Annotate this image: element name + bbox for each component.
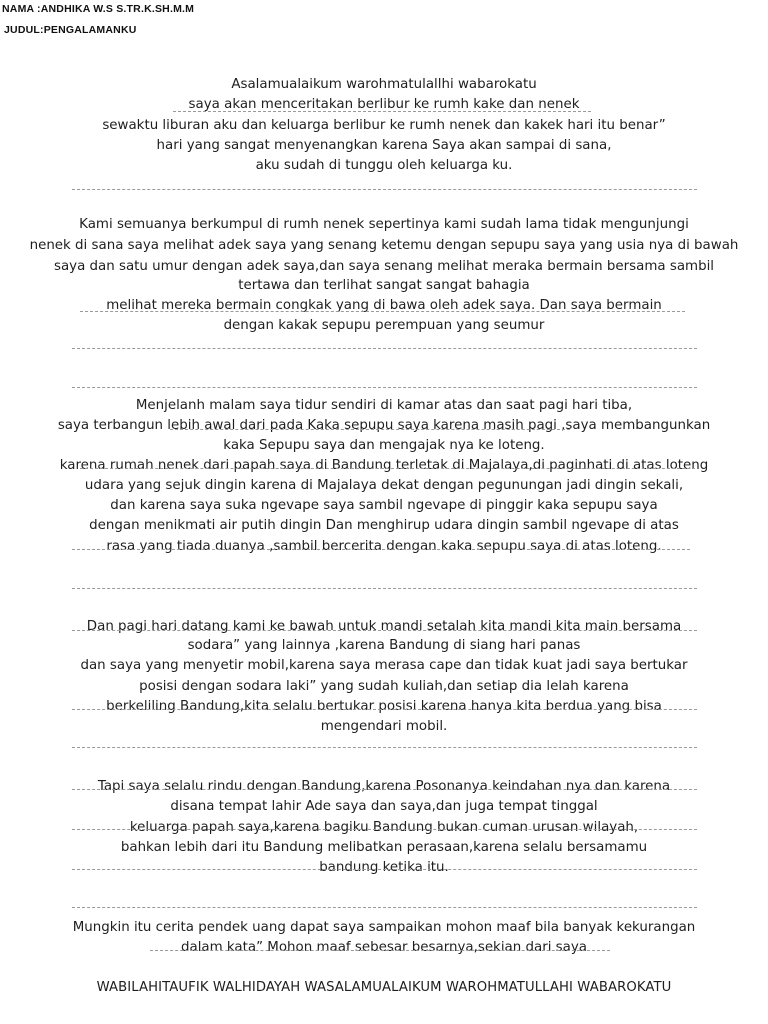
- p5-line-1: Tapi saya selalu rindu dengan Bandung,karena Posonanya keindahan nya dan karena: [97, 779, 671, 794]
- p5-line-2: disana tempat lahir Ade saya dan saya,dan juga tempat tinggal: [170, 799, 598, 814]
- ruled-line: [150, 950, 610, 951]
- ruled-line: [80, 468, 695, 469]
- p2-line-6: dengan kakak sepupu perempuan yang seumur: [223, 318, 545, 333]
- p4-line-4: posisi dengan sodara laki” yang sudah kuliah,dan setiap dia lelah karena: [139, 679, 629, 694]
- ruled-line: [72, 789, 697, 790]
- p2-line-2: nenek di sana saya melihat adek saya yang senang ketemu dengan sepupu saya yang usia nya di bawah: [29, 238, 739, 253]
- p4-line-6: mengendari mobil.: [320, 719, 448, 734]
- p4-line-2: sodara” yang lainnya ,karena Bandung di siang hari panas: [187, 638, 581, 653]
- p4-line-3: dan saya yang menyetir mobil,karena saya merasa cape dan tidak kuat jadi saya bertukar: [80, 658, 688, 673]
- ruled-line: [72, 189, 697, 190]
- closing-salutation: WABILAHITAUFIK WALHIDAYAH WASALAMUALAIKUM WAROHMATULLAHI WABAROKATU: [96, 980, 672, 995]
- p2-line-4: tertawa dan terlihat sangat sangat bahagia: [238, 278, 530, 293]
- ruled-line: [72, 549, 690, 550]
- p3-line-8: rasa yang tiada duanya ,sambil bercerita dengan kaka sepupu saya di atas loteng.: [106, 539, 662, 554]
- p4-line-1: Dan pagi hari datang kami ke bawah untuk mandi setalah kita mandi kita main bersama: [86, 619, 682, 634]
- ruled-line: [72, 747, 697, 748]
- ruled-line: [72, 907, 697, 908]
- p3-line-4: karena rumah nenek dari papah saya di Bandung terletak di Majalaya,di paginhati di atas loteng: [59, 458, 709, 473]
- ruled-line: [72, 709, 697, 710]
- p3-line-1: Menjelanh malam saya tidur sendiri di kamar atas dan saat pagi hari tiba,: [135, 398, 633, 413]
- p5-line-4: bahkan lebih dari itu Bandung melibatkan perasaan,karena selalu bersamamu: [120, 840, 648, 855]
- p3-line-6: dan karena saya suka ngevape saya sambil ngevape di pinggir kaka sepupu saya: [110, 498, 658, 513]
- p1-line-1: Asalamualaikum warohmatulallhi wabarokatu: [231, 77, 537, 92]
- ruled-line: [80, 311, 685, 312]
- document-title: JUDUL:PENGALAMANKU: [4, 24, 137, 36]
- p2-line-3: saya dan satu umur dengan adek saya,dan saya senang melihat meraka bermain bersama sambil: [53, 259, 715, 274]
- ruled-line: [72, 588, 697, 589]
- p6-line-1: Mungkin itu cerita pendek uang dapat saya sampaikan mohon maaf bila banyak kekurangan: [72, 920, 696, 935]
- author-name-line: NAMA :ANDHIKA W.S S.TR.K.SH.M.M: [2, 3, 195, 15]
- ruled-line: [170, 429, 570, 430]
- p3-line-5: udara yang sejuk dingin karena di Majalaya dekat dengan pegunungan jadi dingin sekali,: [84, 478, 684, 493]
- p5-line-3: keluarga papah saya,karena bagiku Bandung bukan cuman urusan wilayah,: [129, 820, 639, 835]
- p3-line-7: dengan menikmati air putih dingin Dan menghirup udara dingin sambil ngevape di atas: [89, 518, 679, 533]
- ruled-line: [72, 387, 697, 388]
- p5-line-5: bandung ketika itu.: [319, 860, 449, 875]
- p3-line-3: kaka Sepupu saya dan mengajak nya ke loteng.: [223, 438, 545, 453]
- p6-line-2: dalam kata” Mohon maaf sebesar besarnya,sekian dari saya: [180, 940, 587, 955]
- p1-line-5: aku sudah di tunggu oleh keluarga ku.: [255, 158, 513, 173]
- p4-line-5: berkeliling Bandung,kita selalu bertukar posisi karena hanya kita berdua yang bisa: [106, 699, 662, 714]
- ruled-line: [72, 630, 697, 631]
- ruled-line: [173, 111, 591, 112]
- ruled-line: [72, 869, 697, 870]
- ruled-line: [72, 348, 697, 349]
- p1-line-3: sewaktu liburan aku dan keluarga berlibur ke rumh nenek dan kakek hari itu benar”: [102, 118, 666, 133]
- p2-line-5: melihat mereka bermain congkak yang di bawa oleh adek saya. Dan saya bermain: [106, 298, 662, 313]
- ruled-line: [72, 829, 697, 830]
- p1-line-2: saya akan menceritakan berlibur ke rumh kake dan nenek: [188, 97, 580, 112]
- p1-line-4: hari yang sangat menyenangkan karena Saya akan sampai di sana,: [156, 138, 612, 153]
- p3-line-2: saya terbangun lebih awal dari pada Kaka sepupu saya karena masih pagi ,saya membangunkan: [57, 418, 711, 433]
- p2-line-1: Kami semuanya berkumpul di rumh nenek sepertinya kami sudah lama tidak mengunjungi: [79, 217, 689, 232]
